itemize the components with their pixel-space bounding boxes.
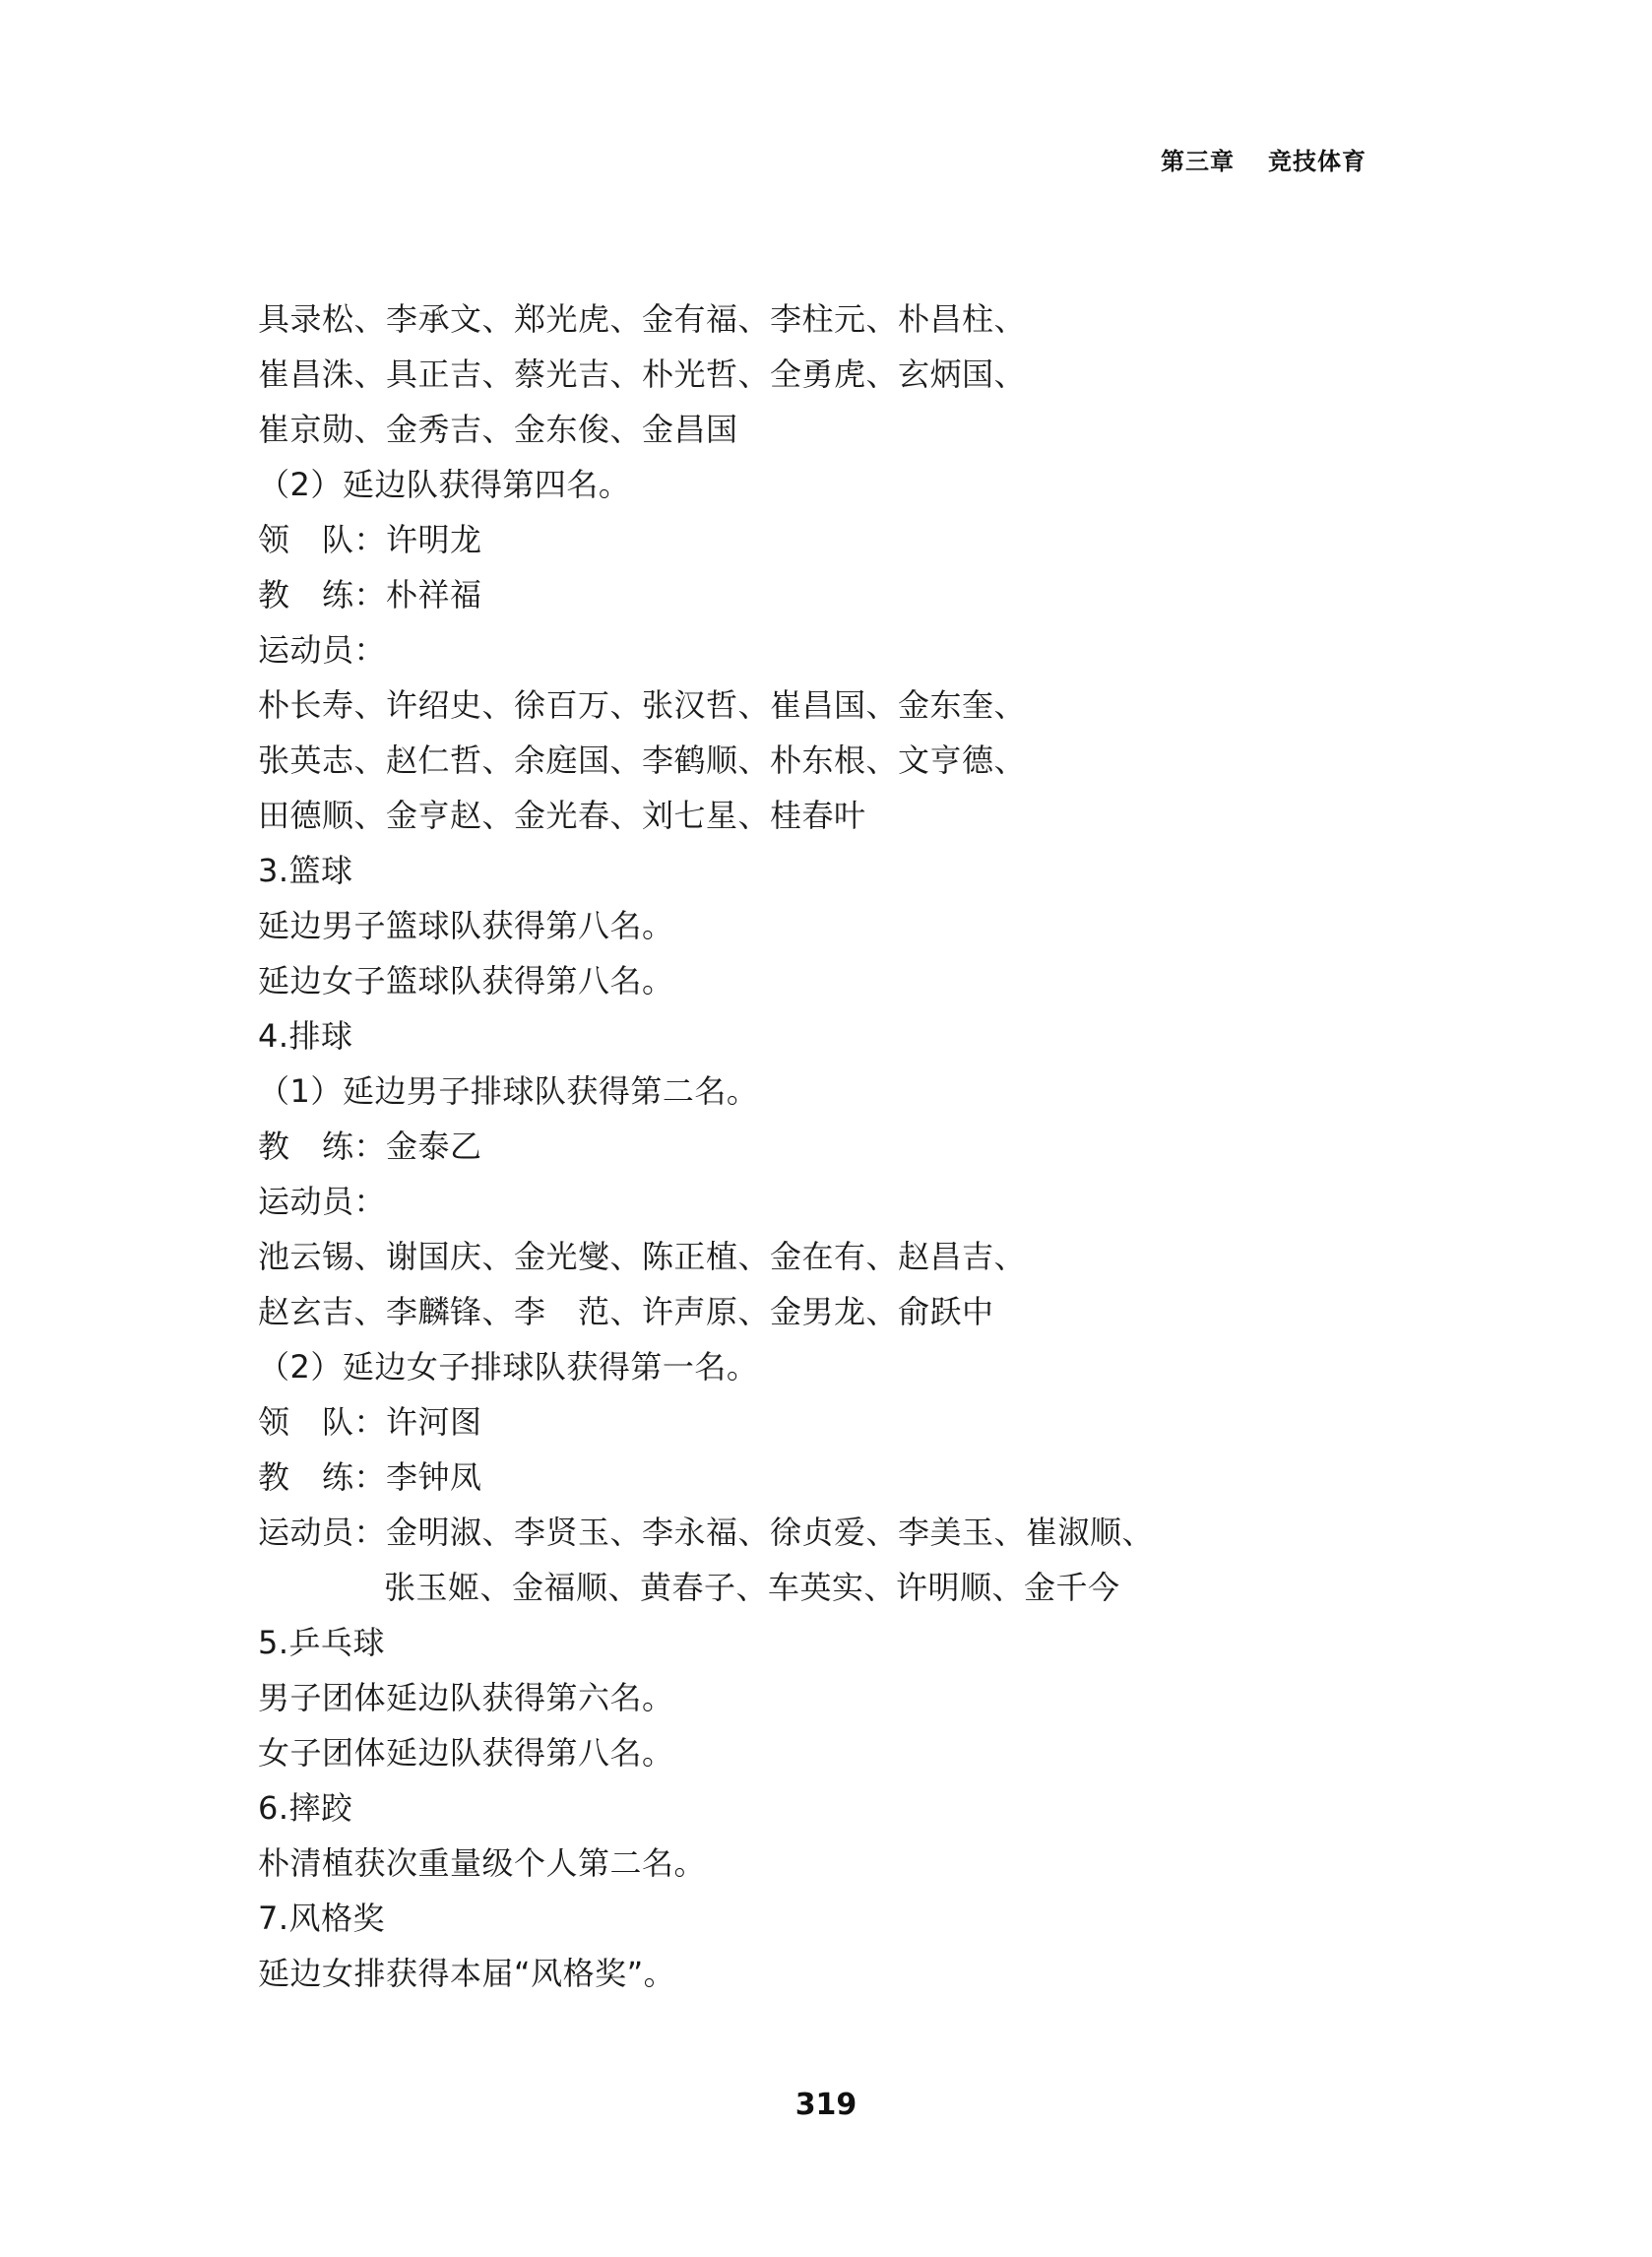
text-line: 具录松、李承文、郑光虎、金有福、李柱元、朴昌柱、: [258, 300, 1027, 338]
text-line: 赵玄吉、李麟锋、李 范、许声原、金男龙、俞跃中: [258, 1293, 994, 1330]
text-line: 田德顺、金亨赵、金光春、刘七星、桂春叶: [258, 797, 866, 834]
text-line: 运动员：金明淑、李贤玉、李永福、徐贞爱、李美玉、崔淑顺、: [258, 1514, 1155, 1551]
text-line: 延边男子篮球队获得第八名。: [258, 907, 674, 944]
text-line: 崔昌洙、具正吉、蔡光吉、朴光哲、全勇虎、玄炳国、: [258, 355, 1027, 393]
text-line: 崔京勋、金秀吉、金东俊、金昌国: [258, 411, 738, 448]
text-line: 朴长寿、许绍史、徐百万、张汉哲、崔昌国、金东奎、: [258, 686, 1027, 724]
text-line: 运动员：: [258, 1183, 387, 1220]
text-line: 教 练：朴祥福: [258, 576, 482, 613]
text-line: 延边女排获得本届“风格奖”。: [258, 1955, 676, 1992]
text-line: 男子团体延边队获得第六名。: [258, 1679, 674, 1716]
text-line: （1）延边男子排球队获得第二名。: [258, 1072, 759, 1110]
section-heading: 5.乒乓球: [258, 1624, 386, 1661]
text-line: 张玉姬、金福顺、黄春子、车英实、许明顺、金千今: [384, 1569, 1120, 1606]
text-line: 朴清植获次重量级个人第二名。: [258, 1844, 707, 1882]
section-heading: 4.排球: [258, 1017, 353, 1055]
body-text: [258, 291, 1390, 2001]
text-line: 女子团体延边队获得第八名。: [258, 1734, 674, 1772]
section-heading: 6.摔跤: [258, 1789, 353, 1827]
text-line: 领 队：许明龙: [258, 521, 482, 558]
text-line: 池云锡、谢国庆、金光燮、陈正植、金在有、赵昌吉、: [258, 1238, 1027, 1275]
section-heading: 3.篮球: [258, 852, 353, 889]
text-line: 运动员：: [258, 631, 387, 669]
text-line: 教 练：李钟凤: [258, 1458, 482, 1496]
text-line: 延边女子篮球队获得第八名。: [258, 962, 674, 1000]
chapter-title: 竞技体育: [1268, 148, 1366, 175]
section-heading: 7.风格奖: [258, 1900, 386, 1937]
text-line: 张英志、赵仁哲、余庭国、李鹤顺、朴东根、文亨德、: [258, 742, 1027, 779]
text-line: 领 队：许河图: [258, 1403, 482, 1441]
text-line: （2）延边队获得第四名。: [258, 466, 631, 503]
running-header: [1161, 142, 1366, 176]
text-line: 教 练：金泰乙: [258, 1128, 482, 1165]
text-line: （2）延边女子排球队获得第一名。: [258, 1348, 759, 1386]
chapter-label: 第三章: [1161, 148, 1235, 175]
page-number: 319: [794, 2088, 858, 2122]
